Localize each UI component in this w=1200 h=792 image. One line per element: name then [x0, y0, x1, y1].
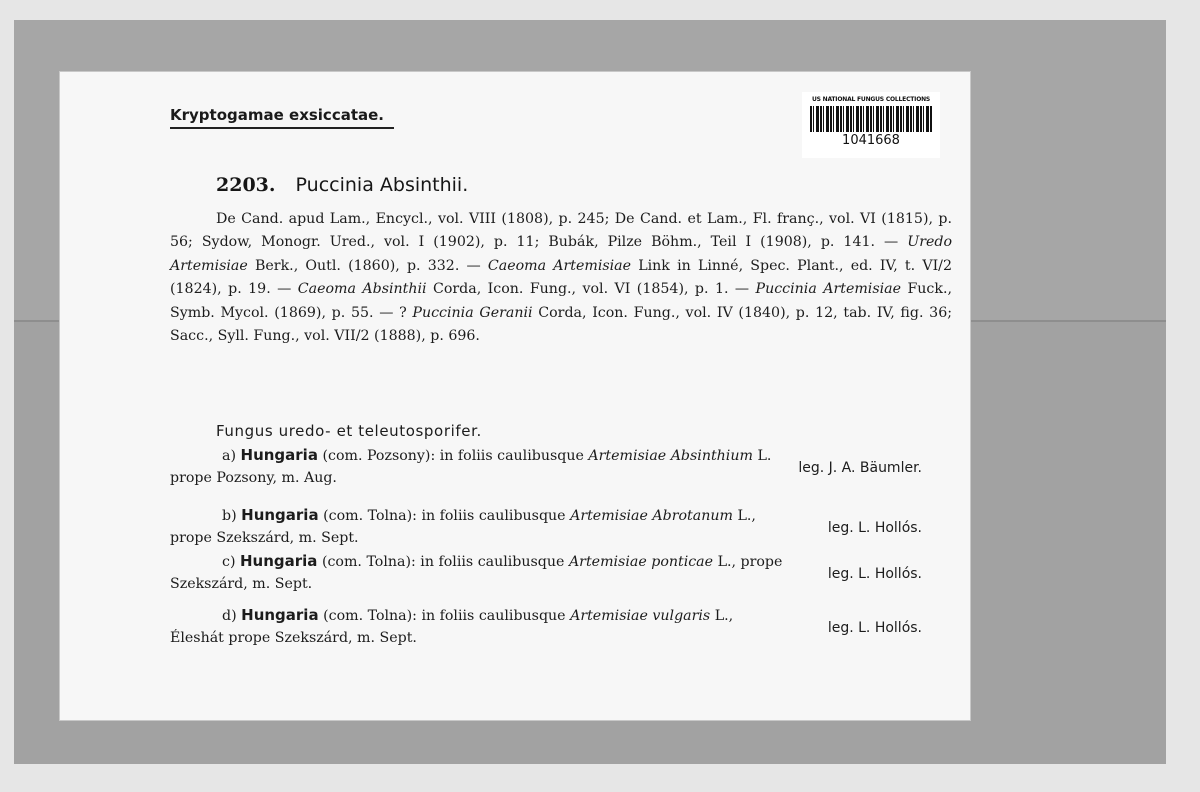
barcode-number: 1041668 — [842, 133, 900, 148]
reference-synonym: Caeoma Artemisiae — [487, 257, 632, 274]
locality-collector: leg. L. Hollós. — [827, 520, 922, 536]
locality-host: Artemisiae ponticae — [568, 554, 714, 570]
locality-place: prope Szekszárd, m. Sept. — [170, 530, 359, 546]
reference-segment: Corda, Icon. Fung., vol. IV (1840), p. 12, tab. IV, fig. 36; Sacc., Syll. Fung., vol. VII/2 (1888), p. 696. — [170, 304, 952, 345]
locality-county: (com. Tolna): in foliis caulibusque — [321, 554, 565, 570]
label-header: Kryptogamae exsiccatae. — [170, 106, 394, 129]
locality-letter: a) — [222, 448, 236, 464]
locality-region: Hungaria — [240, 446, 318, 464]
locality-host: Artemisiae vulgaris — [570, 608, 711, 624]
reference-synonym: Uredo Artemisiae — [170, 234, 952, 274]
locality-host-author: L., prope — [717, 554, 783, 570]
locality-region: Hungaria — [241, 506, 319, 524]
species-name: Puccinia Absinthii. — [295, 174, 469, 196]
reference-segment: Link in Linné, Spec. Plant., ed. IV, t. VI/2 (1824), p. 19. — — [170, 257, 952, 298]
locality-county: (com. Pozsony): in foliis caulibusque — [322, 448, 584, 464]
locality-c — [170, 550, 952, 596]
reference-synonym: Caeoma Absinthii — [297, 281, 427, 298]
references-paragraph — [170, 208, 952, 348]
locality-host: Artemisiae Abrotanum — [570, 508, 733, 524]
barcode-icon — [810, 106, 932, 132]
locality-d — [170, 604, 952, 650]
locality-host: Artemisiae Absinthium — [588, 448, 753, 464]
reference-segment: De Cand. apud Lam., Encycl., vol. VIII (1808), p. 245; De Cand. et Lam., Fl. franç., vol. VI (1815), p. 56; Sydow, Monogr. Ured., vol. I (1902), p. 11; Bubák, Pilze Böhm., Teil I (1908), p. 141. — — [170, 211, 952, 251]
locality-host-author: L., — [714, 608, 734, 624]
locality-letter: d) — [222, 608, 237, 624]
locality-place: Szekszárd, m. Sept. — [170, 576, 313, 592]
barcode-caption: US NATIONAL FUNGUS COLLECTIONS — [811, 96, 931, 103]
locality-collector: leg. L. Hollós. — [827, 566, 922, 582]
species-heading — [216, 174, 468, 196]
locality-letter: c) — [222, 554, 236, 570]
species-number: 2203. — [216, 174, 276, 196]
locality-county: (com. Tolna): in foliis caulibusque — [323, 508, 566, 524]
locality-region: Hungaria — [240, 552, 318, 570]
reference-segment: Corda, Icon. Fung., vol. VI (1854), p. 1. — — [426, 281, 756, 298]
locality-host-author: L., — [737, 508, 756, 524]
locality-place: Éleshát prope Szekszárd, m. Sept. — [170, 630, 417, 646]
specimen-label — [60, 72, 970, 720]
reference-synonym: Puccinia Artemisiae — [755, 281, 902, 298]
locality-collector: leg. J. A. Bäumler. — [798, 460, 922, 476]
locality-b — [170, 504, 952, 550]
reference-segment: Fuck., Symb. Mycol. (1869), p. 55. — ? — [170, 281, 952, 321]
barcode-sticker — [802, 92, 940, 158]
locality-county: (com. Tolna): in foliis caulibusque — [323, 608, 566, 624]
reference-segment: Berk., Outl. (1860), p. 332. — — [247, 257, 488, 274]
fungus-type: Fungus uredo- et teleutosporifer. — [216, 422, 482, 440]
locality-collector: leg. L. Hollós. — [827, 620, 922, 636]
locality-host-author: L. — [757, 448, 772, 464]
locality-place: prope Pozsony, m. Aug. — [170, 470, 337, 486]
locality-a — [170, 444, 952, 490]
locality-region: Hungaria — [241, 606, 319, 624]
reference-synonym: Puccinia Geranii — [412, 304, 533, 321]
locality-letter: b) — [222, 508, 237, 524]
